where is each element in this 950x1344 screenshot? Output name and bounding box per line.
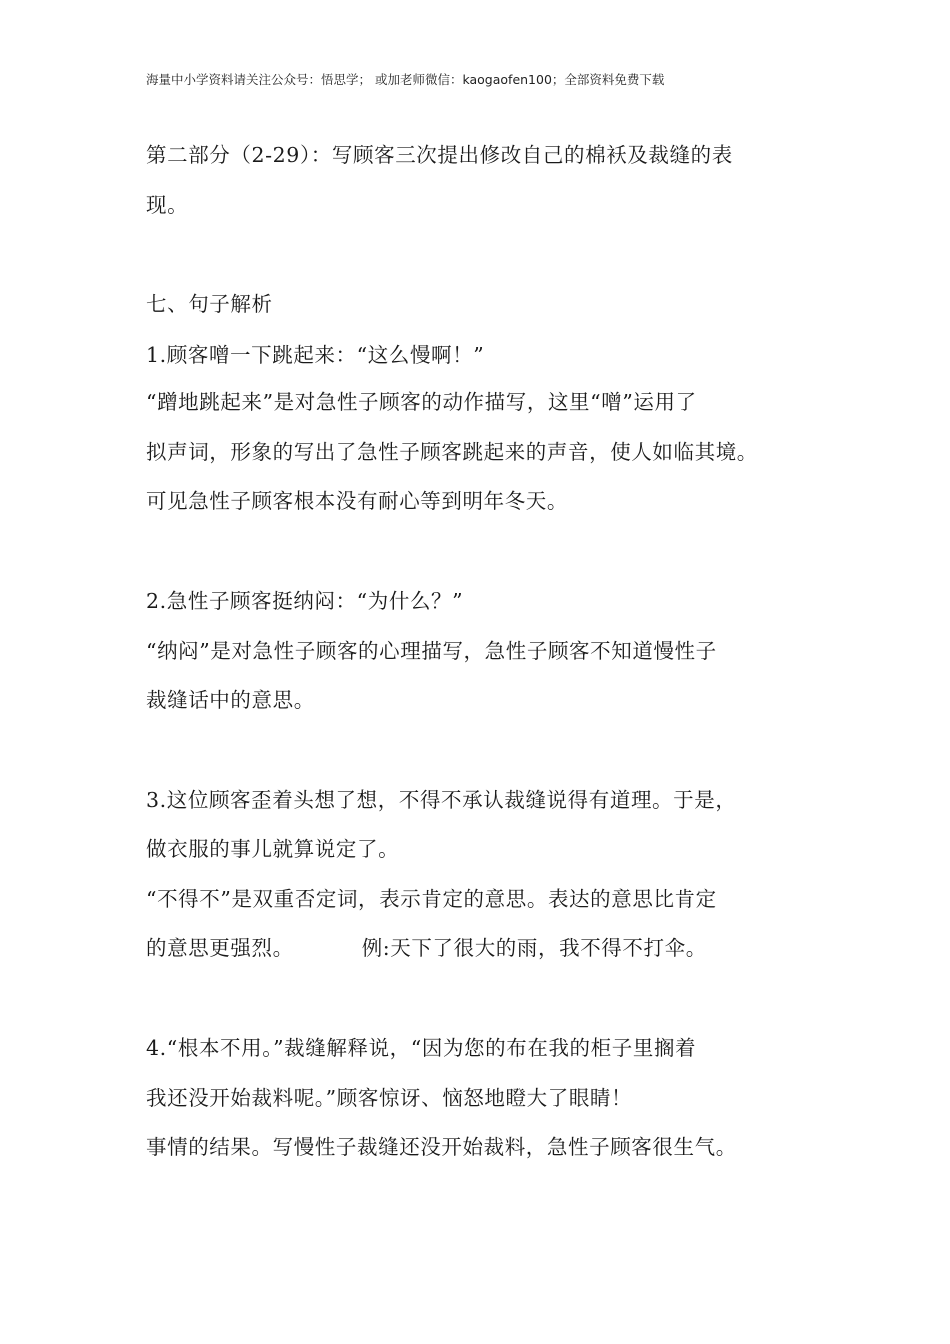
item-2-sentence: 2.急性子顾客挺纳闷：“为什么？” [146, 589, 464, 613]
item-1-analysis-line-3: 可见急性子顾客根本没有耐心等到明年冬天。 [146, 489, 568, 513]
item-3-sentence-line-2: 做衣服的事儿就算说定了。 [146, 837, 400, 861]
item-1-analysis-line-1: “蹭地跳起来”是对急性子顾客的动作描写，这里“噌”运用了 [146, 390, 697, 414]
summary-line-1: 第二部分（2-29）：写顾客三次提出修改自己的棉袄及裁缝的表 [146, 143, 733, 167]
item-3-analysis-line-2 [146, 931, 707, 961]
section-heading: 七、句子解析 [146, 292, 273, 316]
summary-line-2: 现。 [146, 193, 189, 217]
item-4-sentence-line-1: 4.“根本不用。”裁缝解释说，“因为您的布在我的柜子里搁着 [146, 1036, 697, 1060]
item-2-analysis-line-2: 裁缝话中的意思。 [146, 688, 315, 712]
page-header: 海量中小学资料请关注公众号：悟思学； 或加老师微信：kaogaofen100；全部资料免费下载 [146, 72, 665, 87]
item-1-analysis-line-2: 拟声词，形象的写出了急性子顾客跳起来的声音，使人如临其境。 [146, 440, 758, 464]
item-2-analysis-line-1: “纳闷”是对急性子顾客的心理描写，急性子顾客不知道慢性子 [146, 639, 717, 663]
item-3-example: 例:天下了很大的雨，我不得不打伞。 [361, 936, 707, 960]
item-4-analysis-line-1: 事情的结果。写慢性子裁缝还没开始裁料，急性子顾客很生气。 [146, 1135, 737, 1159]
item-3-sentence-line-1: 3.这位顾客歪着头想了想，不得不承认裁缝说得有道理。于是， [146, 788, 737, 812]
item-3-analysis-line-1: “不得不”是双重否定词，表示肯定的意思。表达的意思比肯定 [146, 887, 717, 911]
item-4-sentence-line-2: 我还没开始裁料呢。”顾客惊讶、恼怒地瞪大了眼睛！ [146, 1086, 633, 1110]
item-3-analysis-end: 的意思更强烈。 [146, 936, 294, 960]
item-1-sentence: 1.顾客噌一下跳起来：“这么慢啊！” [146, 343, 485, 367]
